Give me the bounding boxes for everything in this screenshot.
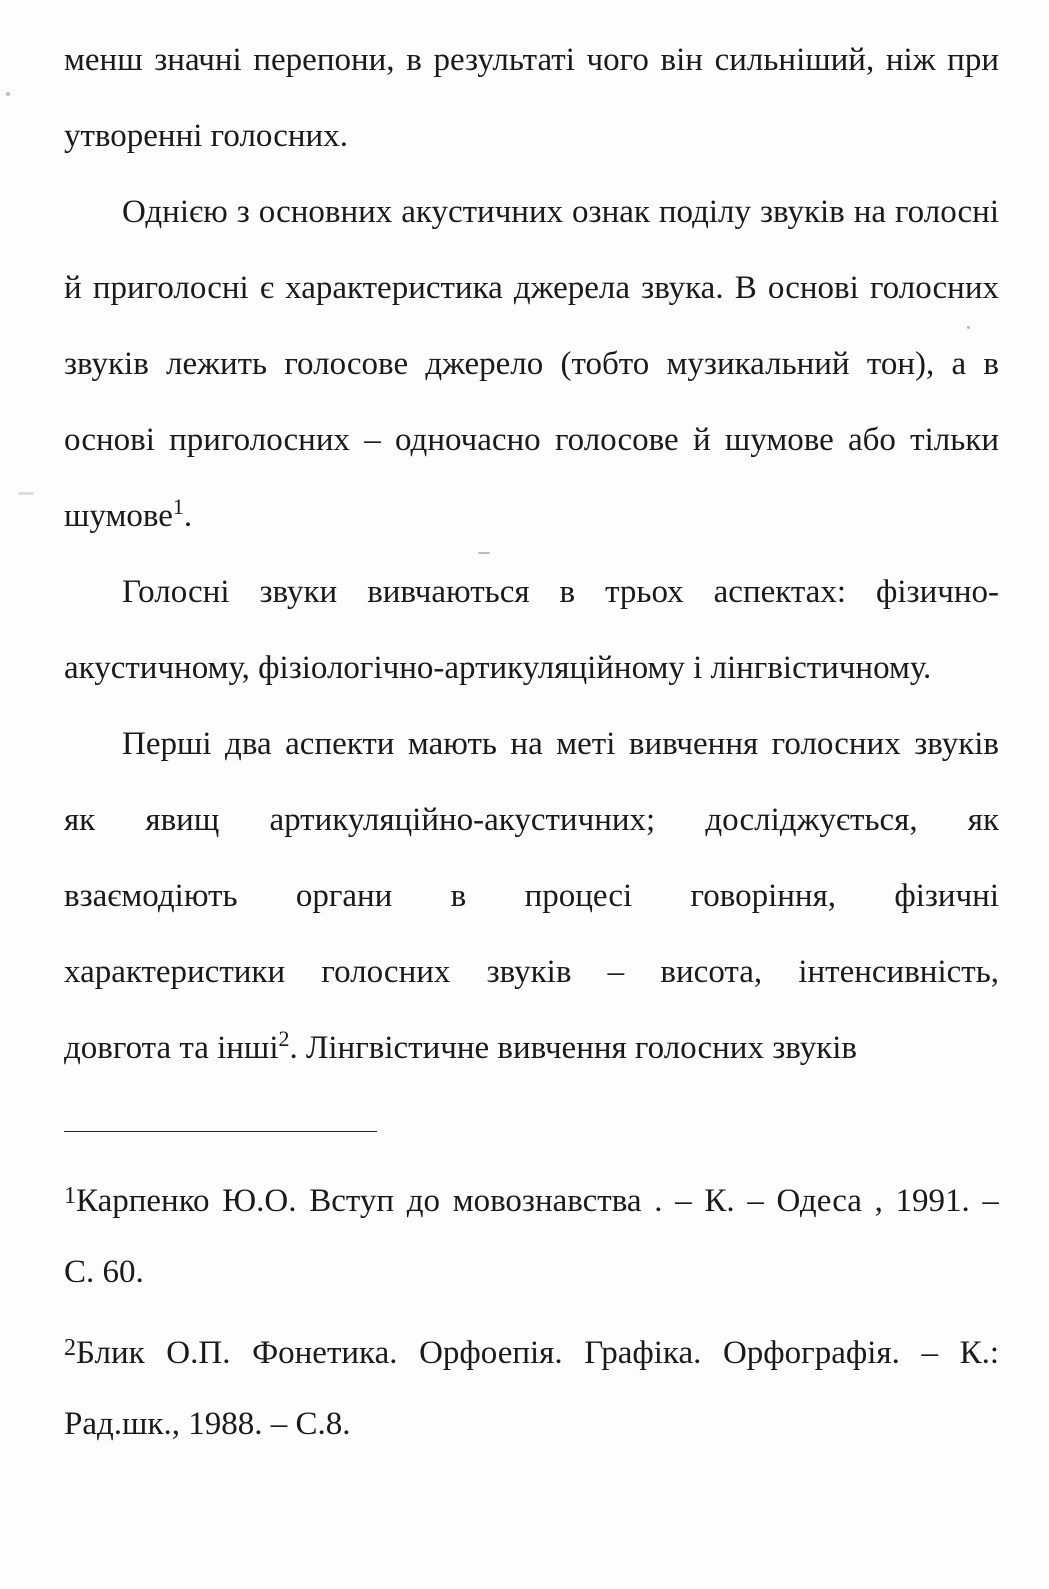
text-fragment: довгота та інші (64, 1030, 279, 1066)
text-line: й приголосні є характеристика джерела звука. В основі голосних (64, 270, 999, 306)
text-fragment: . (183, 498, 193, 534)
scan-speck (6, 92, 10, 96)
footnote-number: 1 (64, 1183, 76, 1209)
footnote-text: Блик О.П. Фонетика. Орфоепія. Графіка. Орфографія. – К.: (76, 1335, 999, 1371)
text-line: звуків лежить голосове джерело (тобто музикальний тон), а в (64, 346, 999, 382)
text-line: основі приголосних – одночасно голосове й шумове або тільки (64, 422, 999, 458)
text-line: Голосні звуки вивчаються в трьох аспектах: фізично- (122, 574, 999, 610)
text-line: як явищ артикуляційно-акустичних; досліджується, як (64, 802, 999, 838)
footnote-2-line (64, 1310, 999, 1386)
footnote-text: Карпенко Ю.О. Вступ до мовознавства . – К. – Одеса , 1991. – (76, 1183, 999, 1219)
text-fragment: шумове (64, 498, 173, 534)
text-line (64, 1010, 999, 1086)
footnotes (64, 1158, 999, 1462)
footnote-1-line: С. 60. (64, 1254, 144, 1290)
footnote-separator (64, 1131, 377, 1132)
main-text (64, 22, 999, 1086)
text-line: утворенні голосних. (64, 118, 348, 154)
footnote-2-line: Рад.шк., 1988. – С.8. (64, 1406, 351, 1442)
text-line: акустичному, фізіологічно-артикуляційному і лінгвістичному. (64, 650, 932, 686)
text-line: Перші два аспекти мають на меті вивчення голосних звуків (122, 726, 999, 762)
text-line (64, 478, 999, 554)
scan-speck (18, 492, 34, 495)
scan-speck (967, 326, 970, 329)
text-fragment: . Лінгвістичне вивчення голосних звуків (289, 1030, 857, 1066)
scan-speck (478, 552, 490, 554)
text-line: Однією з основних акустичних ознак поділу звуків на голосні (122, 194, 999, 230)
footnote-number: 2 (64, 1335, 76, 1361)
footnote-1-line (64, 1158, 999, 1234)
footnote-ref-1: 1 (172, 494, 184, 519)
text-line: менш значні перепони, в результаті чого він сильніший, ніж при (64, 42, 999, 78)
footnote-ref-2: 2 (278, 1026, 290, 1051)
text-line: характеристики голосних звуків – висота, інтенсивність, (64, 954, 999, 990)
text-line: взаємодіють органи в процесі говоріння, фізичні (64, 878, 999, 914)
